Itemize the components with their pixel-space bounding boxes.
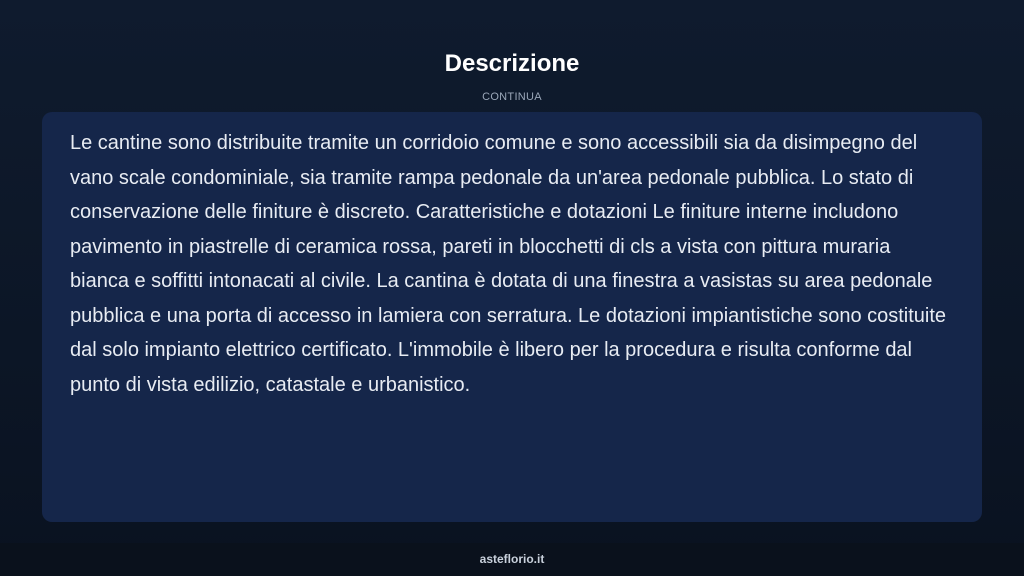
description-panel	[42, 112, 982, 522]
description-text: Le cantine sono distribuite tramite un corridoio comune e sono accessibili sia da disimpegno del vano scale condominiale, sia tramite rampa pedonale da un'area pedonale pubblica. Lo stato di conservazione delle finiture è discreto. Caratteristiche e dotazioni Le finiture interne includono pavimento in piastrelle di ceramica rossa, pareti in blocchetti di cls a vista con pittura muraria bianca e soffitti intonacati al civile. La cantina è dotata di una finestra a vasistas su area pedonale pubblica e una porta di accesso in lamiera con serratura. Le dotazioni impiantistiche sono costituite dal solo impianto elettrico certificato. L'immobile è libero per la procedura e risulta conforme dal punto di vista edilizio, catastale e urbanistico.	[70, 132, 947, 396]
slide-header	[0, 48, 1024, 104]
footer-bar	[0, 543, 1024, 576]
page-title: Descrizione	[444, 50, 580, 77]
continua-label: CONTINUA	[482, 91, 542, 103]
footer-brand: asteflorio.it	[479, 552, 545, 566]
